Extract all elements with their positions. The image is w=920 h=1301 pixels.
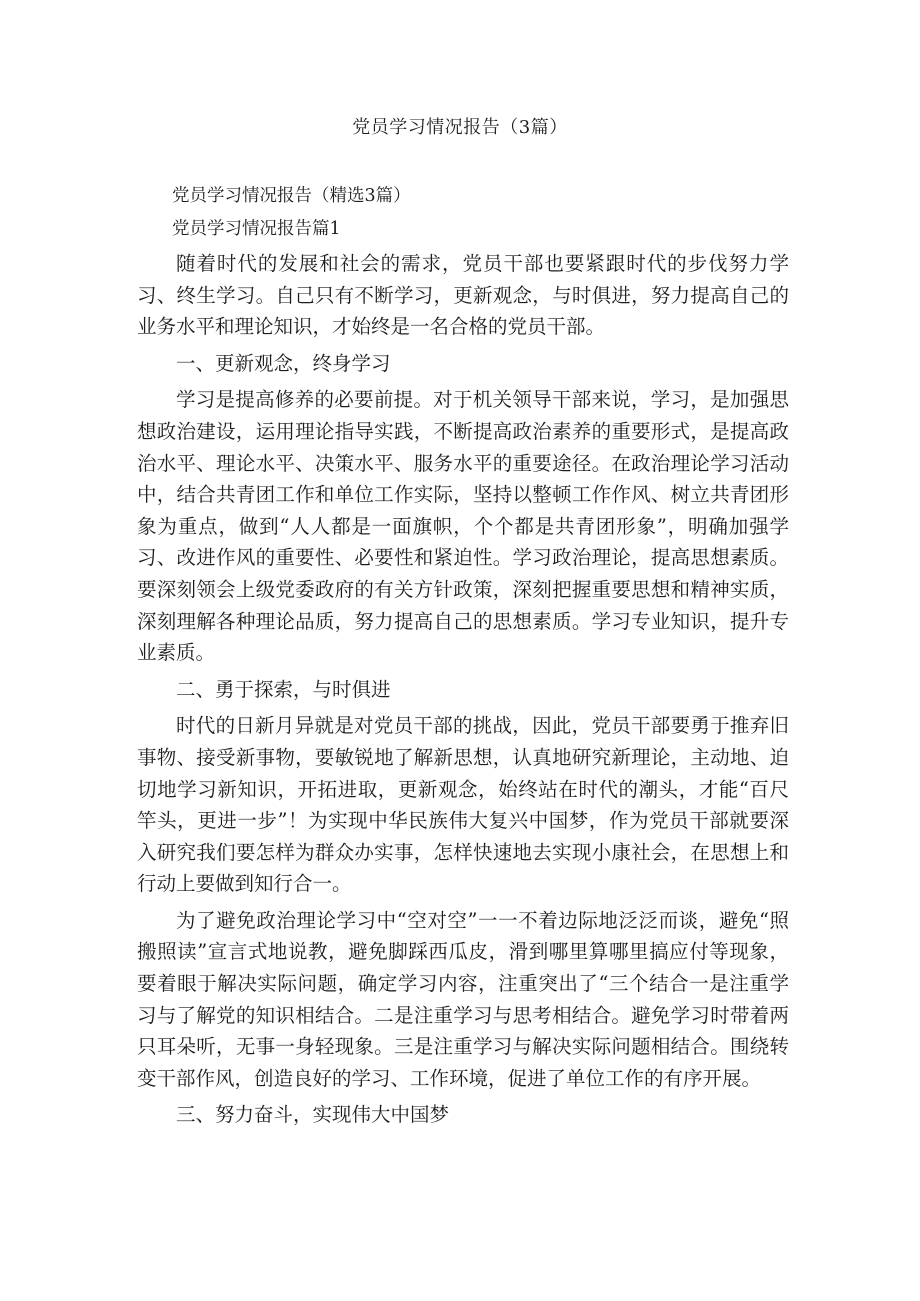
- document-body: [137, 182, 789, 1136]
- document-title: 党员学习情况报告（3篇）: [352, 117, 568, 138]
- section-3-heading: 三、努力奋斗，实现伟大中国梦: [176, 1103, 450, 1127]
- section-1-paragraph: 学习是提高修养的必要前提。对于机关领导干部来说，学习，是加强思想政治建设，运用理论指导实践，不断提高政治素养的重要形式，是提高政治水平、理论水平、决策水平、服务水平的重要途径。在政治理论学习活动中，结合共青团工作和单位工作实际，坚持以整顿工作作风、树立共青团形象为重点，做到“人人都是一面旗帜，个个都是共青团形象”，明确加强学习、改进作风的重要性、必要性和紧迫性。学习政治理论，提高思想素质。要深刻领会上级党委政府的有关方针政策，深刻把握重要思想和精神实质，深刻理解各种理论品质，努力提高自己的思想素质。学习专业知识，提升专业素质。: [137, 388, 789, 665]
- section-2-paragraph-1: 时代的日新月异就是对党员干部的挑战，因此，党员干部要勇于推弃旧事物、接受新事物，要敏锐地了解新思想，认真地研究新理论，主动地、迫切地学习新知识，开拓进取，更新观念，始终站在时代的潮头，才能“百尺竿头，更进一步”！为实现中华民族伟大复兴中国梦，作为党员干部就要深入研究我们要怎样为群众办实事，怎样快速地去实现小康社会，在思想上和行动上要做到知行合一。: [137, 714, 789, 896]
- subtitle: 党员学习情况报告（精选3篇）: [172, 186, 411, 206]
- article-heading: 党员学习情况报告篇1: [172, 219, 341, 239]
- section-2-paragraph-2: 为了避免政治理论学习中“空对空”一一不着边际地泛泛而谈，避免“照搬照读”宣言式地说教，避免脚踩西瓜皮，滑到哪里算哪里搞应付等现象，要着眼于解决实际问题，确定学习内容，注重突出了“三个结合一是注重学习与了解党的知识相结合。二是注重学习与思考相结合。避免学习时带着两只耳朵听，无事一身轻现象。三是注重学习与解决实际问题相结合。围绕转变干部作风，创造良好的学习、工作环境，促进了单位工作的有序开展。: [137, 908, 789, 1090]
- section-2-heading: 二、勇于探索，与时俱进: [176, 677, 391, 701]
- section-1-heading: 一、更新观念，终身学习: [176, 351, 391, 375]
- intro-paragraph: 随着时代的发展和社会的需求，党员干部也要紧跟时代的步伐努力学习、终生学习。自己只有不断学习，更新观念，与时俱进，努力提高自己的业务水平和理论知识，才始终是一名合格的党员干部。: [137, 252, 789, 339]
